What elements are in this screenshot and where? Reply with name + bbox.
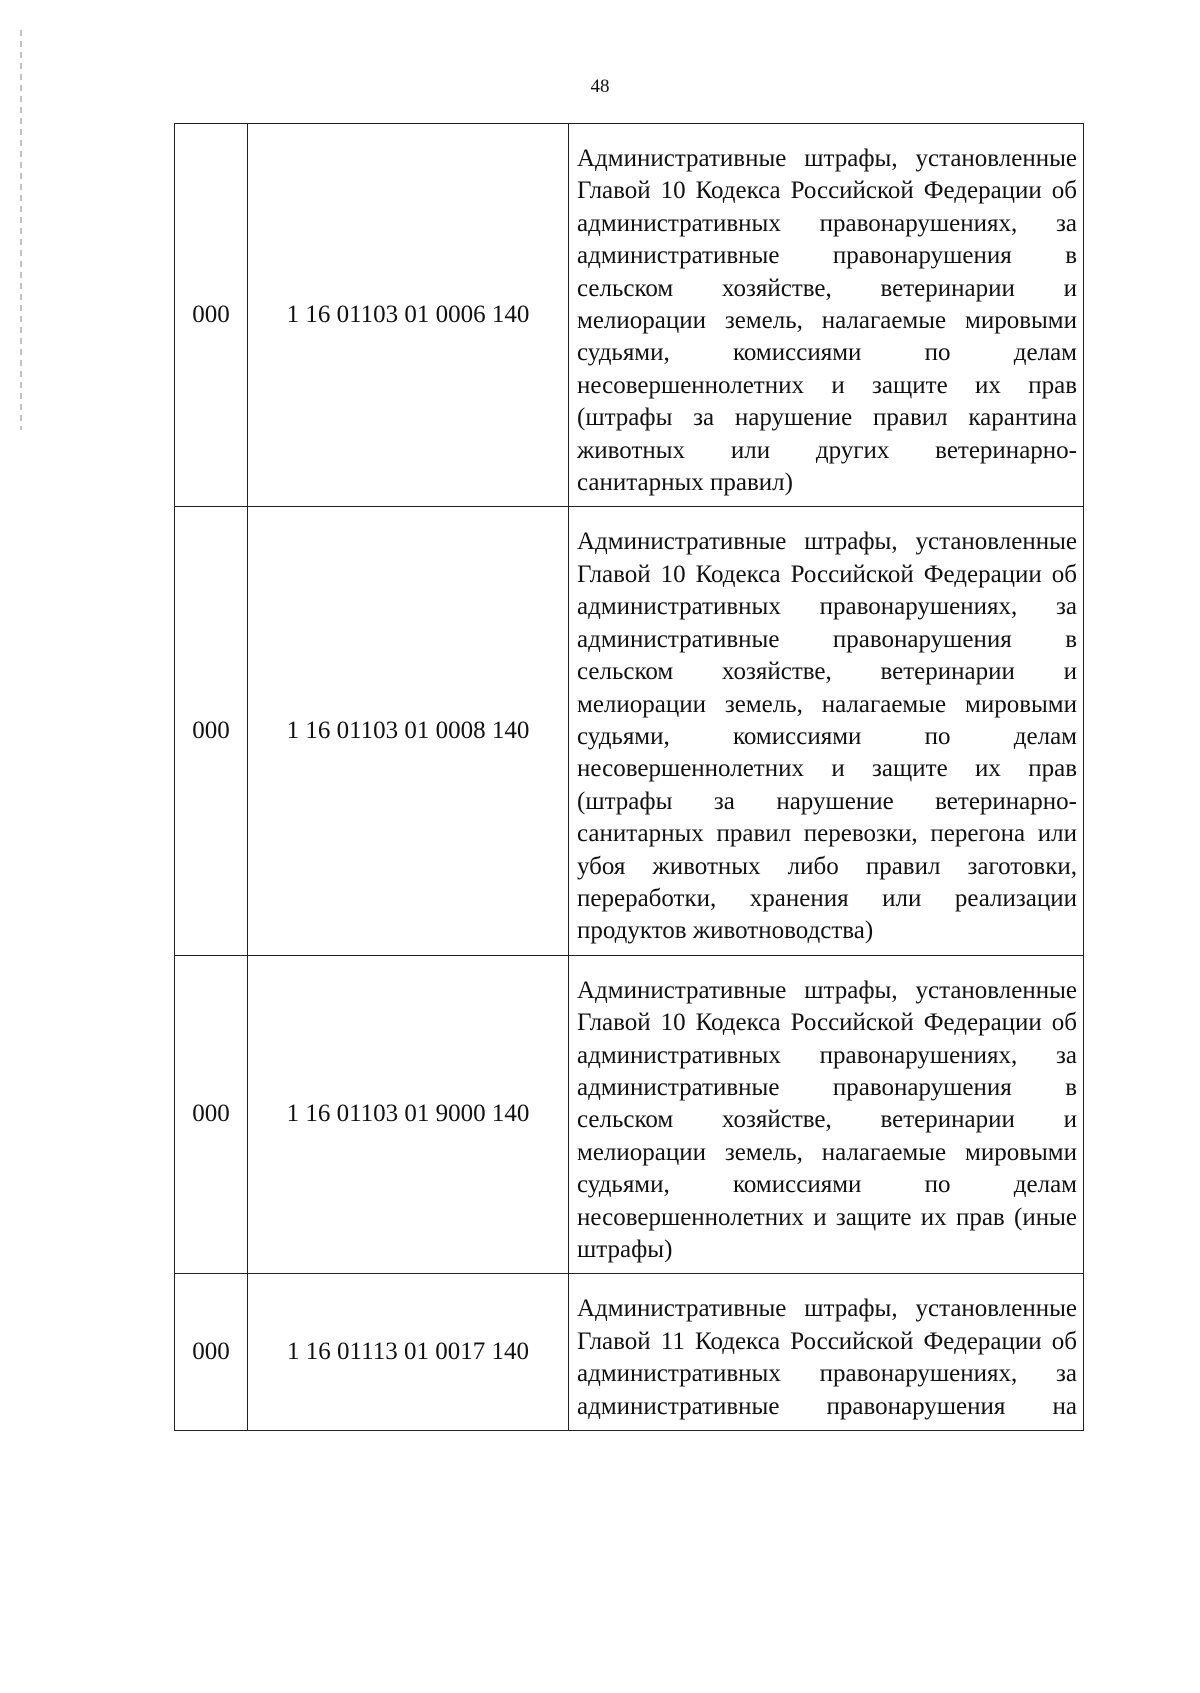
table-row <box>175 507 1084 955</box>
kbk-code-cell: 1 16 01103 01 0006 140 <box>248 124 569 507</box>
description-cell: Административные штрафы, установленные Главой 11 Кодекса Российской Федерации об административных правонарушениях, за административные правонарушения на <box>569 1274 1084 1431</box>
admin-code-cell: 000 <box>175 124 248 507</box>
budget-codes-table <box>174 123 1084 1431</box>
admin-code-cell: 000 <box>175 955 248 1274</box>
description-cell: Административные штрафы, установленные Главой 10 Кодекса Российской Федерации об административных правонарушениях, за административные правонарушения в сельском хозяйстве, ветеринарии и мелиорации земель, налагаемые мировыми судьями, комиссиями по делам несовершеннолетних и защите их прав (иные штрафы) <box>569 955 1084 1274</box>
admin-code-cell: 000 <box>175 1274 248 1431</box>
table-row <box>175 124 1084 507</box>
admin-code-cell: 000 <box>175 507 248 955</box>
kbk-code-cell: 1 16 01103 01 0008 140 <box>248 507 569 955</box>
table-row <box>175 955 1084 1274</box>
kbk-code-cell: 1 16 01103 01 9000 140 <box>248 955 569 1274</box>
table-row <box>175 1274 1084 1431</box>
description-cell: Административные штрафы, установленные Главой 10 Кодекса Российской Федерации об административных правонарушениях, за административные правонарушения в сельском хозяйстве, ветеринарии и мелиорации земель, налагаемые мировыми судьями, комиссиями по делам несовершеннолетних и защите их прав (штрафы за нарушение ветеринарно-санитарных правил перевозки, перегона или убоя животных либо правил заготовки, переработки, хранения или реализации продуктов животноводства) <box>569 507 1084 955</box>
kbk-code-cell: 1 16 01113 01 0017 140 <box>248 1274 569 1431</box>
page-number: 48 <box>590 76 610 97</box>
description-cell: Административные штрафы, установленные Главой 10 Кодекса Российской Федерации об административных правонарушениях, за административные правонарушения в сельском хозяйстве, ветеринарии и мелиорации земель, налагаемые мировыми судьями, комиссиями по делам несовершеннолетних и защите их прав (штрафы за нарушение правил карантина животных или других ветеринарно-санитарных правил) <box>569 124 1084 507</box>
